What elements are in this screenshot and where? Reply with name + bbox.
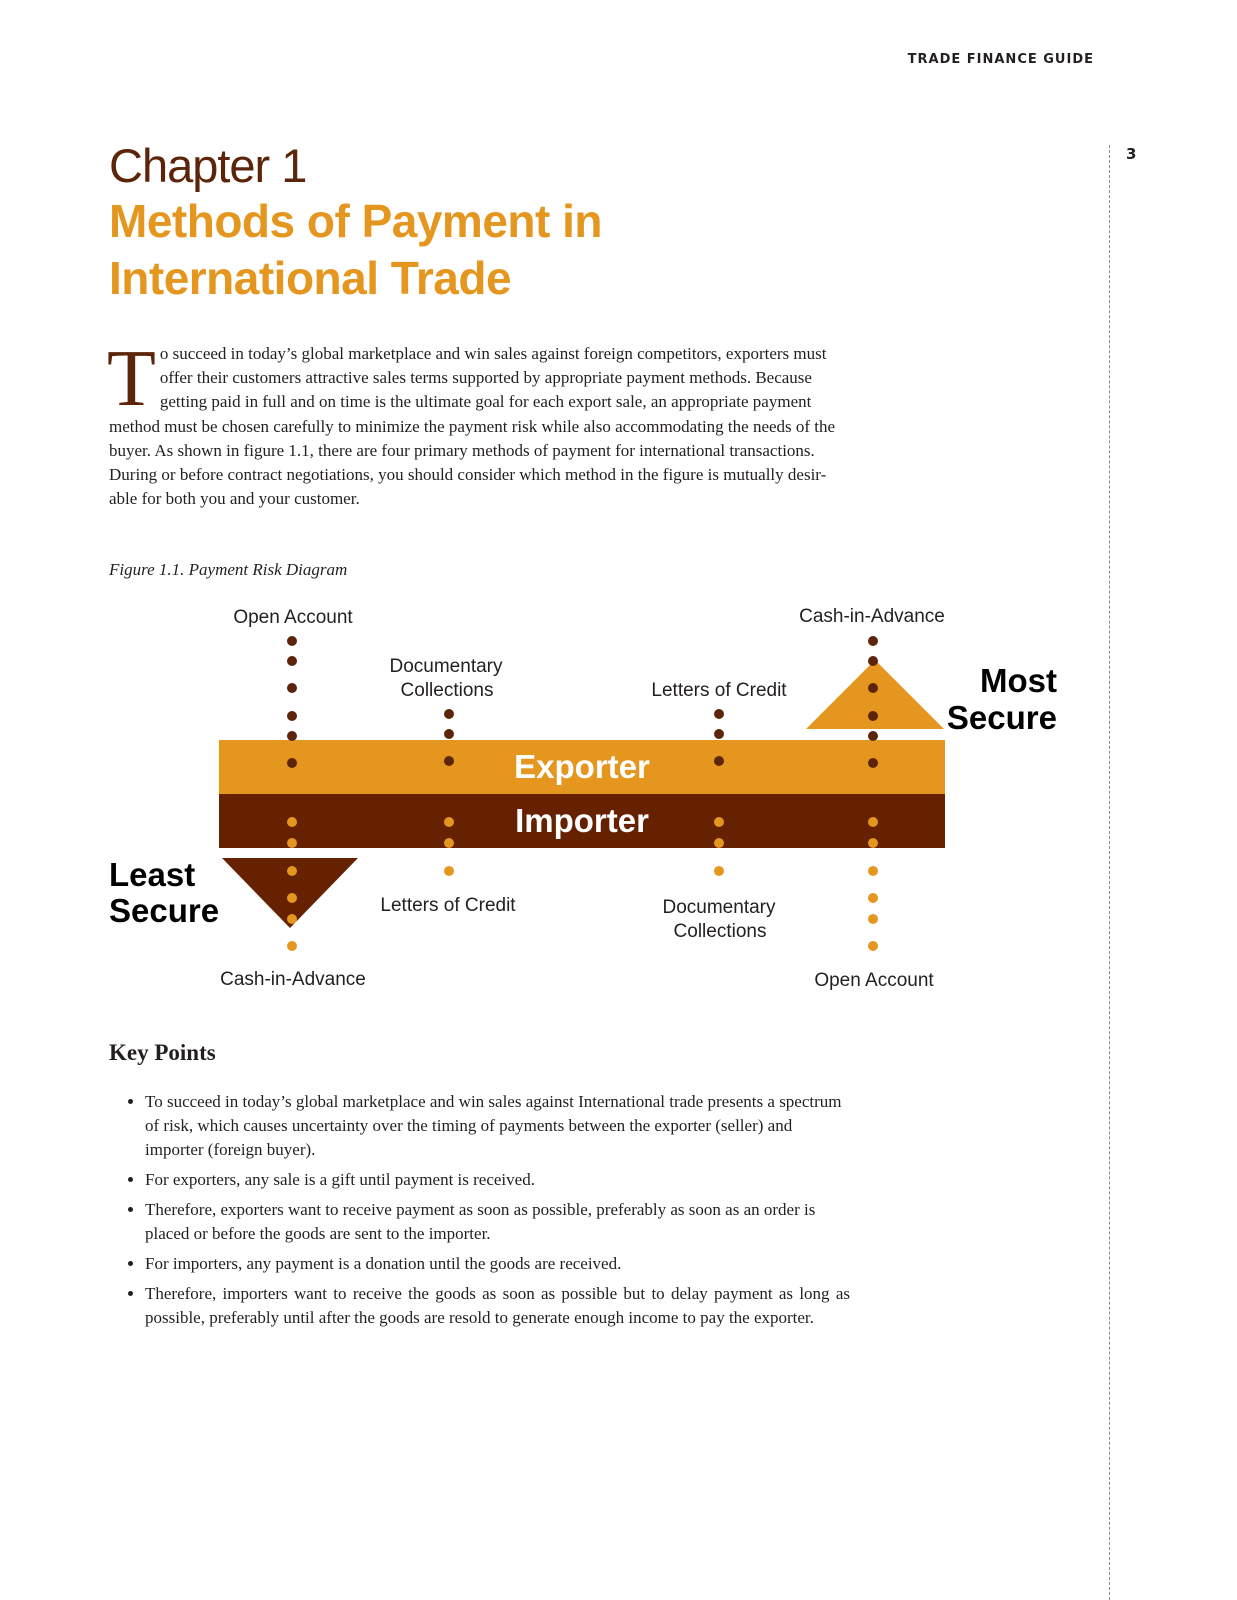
chapter-label: Chapter 1 <box>109 139 307 192</box>
dot <box>868 838 878 848</box>
dot <box>287 711 297 721</box>
key-points-list <box>109 1090 850 1336</box>
figure-caption: Figure 1.1. Payment Risk Diagram <box>109 560 348 579</box>
dot <box>714 729 724 739</box>
most-secure-line1: Most <box>980 662 1057 699</box>
dot <box>287 914 297 924</box>
label-importer-documentary-1: Documentary <box>662 897 776 918</box>
least-secure-line1: Least <box>109 856 196 893</box>
dot <box>287 838 297 848</box>
dot <box>287 893 297 903</box>
dot <box>287 941 297 951</box>
label-importer-documentary-2: Collections <box>673 921 767 942</box>
drop-cap: T <box>107 335 156 423</box>
dot <box>868 941 878 951</box>
dot <box>444 729 454 739</box>
dot <box>444 709 454 719</box>
dot <box>868 866 878 876</box>
label-exporter-cash-in-advance: Cash-in-Advance <box>799 606 945 627</box>
label-exporter-open-account: Open Account <box>233 607 353 628</box>
dot <box>714 838 724 848</box>
label-importer-cash-in-advance: Cash-in-Advance <box>220 969 366 990</box>
dot <box>868 758 878 768</box>
dot <box>287 817 297 827</box>
dot <box>444 817 454 827</box>
dot <box>714 817 724 827</box>
page-number: 3 <box>1126 145 1137 163</box>
dot <box>868 636 878 646</box>
key-points-title: Key Points <box>109 1040 216 1065</box>
dot <box>868 711 878 721</box>
dot <box>868 914 878 924</box>
dot <box>868 817 878 827</box>
dot <box>444 866 454 876</box>
chapter-title-line2: International Trade <box>109 252 512 304</box>
label-exporter-documentary-2: Collections <box>400 680 494 701</box>
label-importer-open-account: Open Account <box>814 970 934 991</box>
running-head: TRADE FINANCE GUIDE <box>907 52 1094 67</box>
chapter-title-line1: Methods of Payment in <box>109 195 602 247</box>
dot <box>444 838 454 848</box>
dot <box>714 756 724 766</box>
dot <box>287 758 297 768</box>
dot <box>868 731 878 741</box>
dot <box>287 731 297 741</box>
exporter-label: Exporter <box>514 748 650 785</box>
dot <box>287 866 297 876</box>
importer-label: Importer <box>515 802 649 839</box>
dot <box>868 683 878 693</box>
dot <box>868 893 878 903</box>
key-point-item: • For importers, any payment is a donation until the goods are received. <box>145 1252 850 1276</box>
label-importer-letters-of-credit: Letters of Credit <box>380 895 516 916</box>
least-secure-line2: Secure <box>109 892 220 929</box>
key-point-item: • Therefore, exporters want to receive payment as soon as possible, preferably as soon as an order is placed or before the goods are sent to the importer. <box>145 1198 850 1246</box>
dot <box>868 656 878 666</box>
label-exporter-documentary-1: Documentary <box>389 656 503 677</box>
key-point-item: • For exporters, any sale is a gift until payment is received. <box>145 1168 850 1192</box>
intro-text: o succeed in today’s global marketplace and win sales against foreign competitors, exporters must offer their customers attractive sales terms supported by appropriate payment methods. Because getting paid in full and on time is the ultimate goal for each export sale, an appropriate payment method must be chosen carefully to minimize the payment risk while also accommodating the needs of the buyer. As shown in figure 1.1, there are four primary methods of payment for international transactions. During or before contract negotiations, you should consider which method in the figure is mutually desir-able for both you and your customer. <box>109 344 836 509</box>
most-secure-line2: Secure <box>946 699 1057 736</box>
dot <box>714 866 724 876</box>
dot <box>287 656 297 666</box>
dot <box>714 709 724 719</box>
key-point-item: • To succeed in today’s global marketplace and win sales against International trade presents a spectrum of risk, which causes uncertainty over the timing of payments between the exporter (seller) and importer (foreign buyer). <box>145 1090 850 1162</box>
label-exporter-letters-of-credit: Letters of Credit <box>651 680 787 701</box>
key-point-item: • Therefore, importers want to receive the goods as soon as possible but to delay payment as long as possible, preferably until after the goods are resold to generate enough income to pay the exporter. <box>145 1282 850 1330</box>
dot <box>287 683 297 693</box>
dot <box>444 756 454 766</box>
dot <box>287 636 297 646</box>
